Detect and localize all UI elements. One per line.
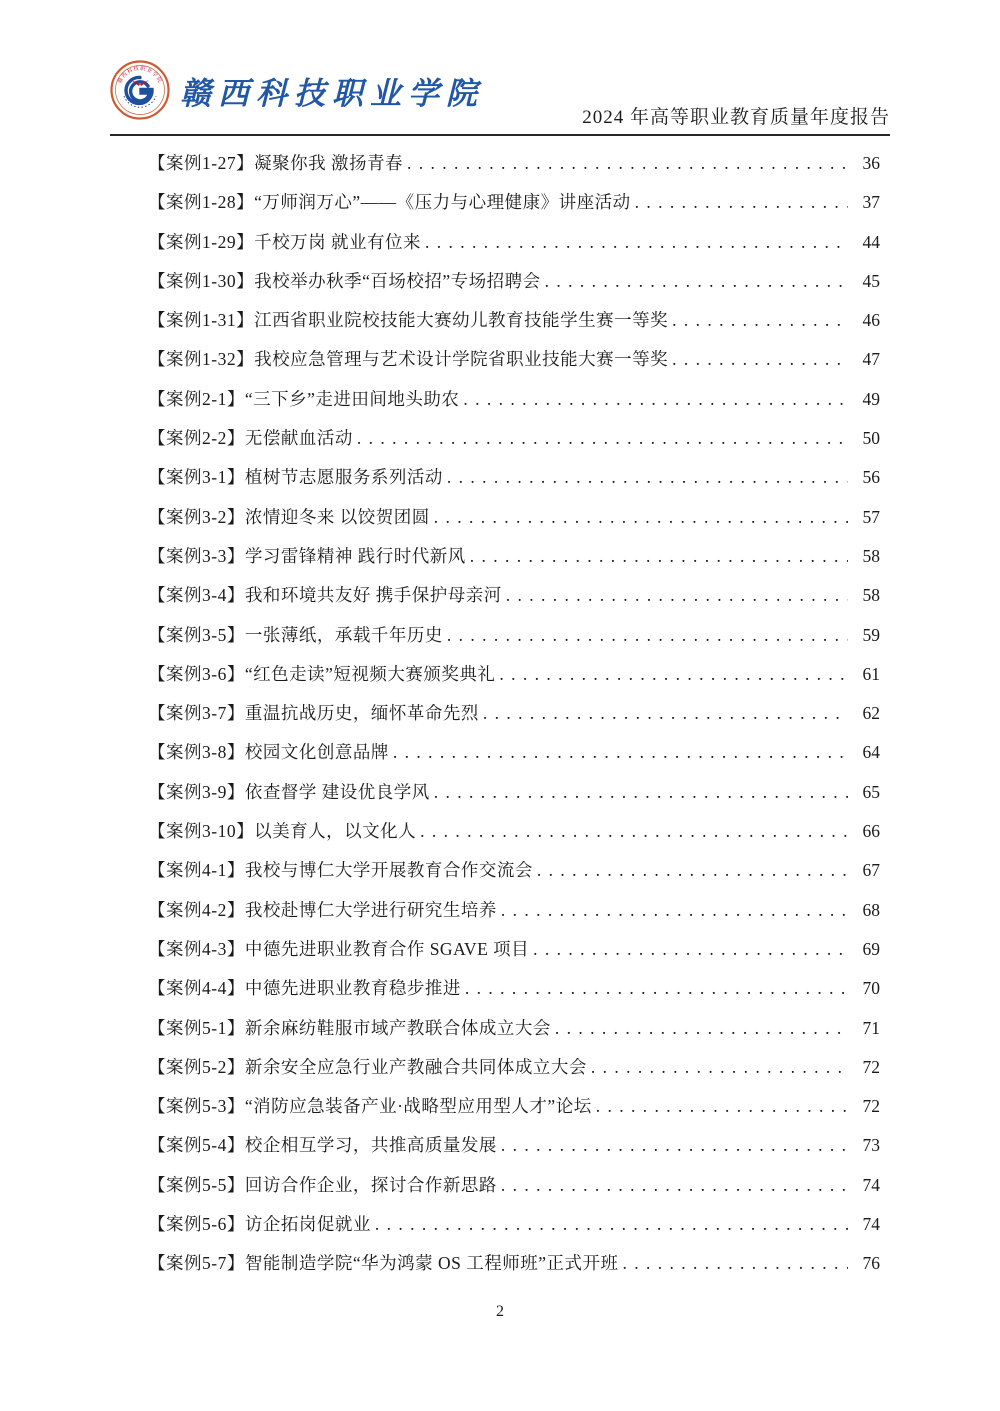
- toc-entry-label: 【案例1-27】凝聚你我 激扬青春: [148, 153, 403, 173]
- toc-entry[interactable]: [148, 1056, 880, 1078]
- dot-leader-icon: [463, 388, 848, 410]
- dot-leader-icon: [555, 1017, 848, 1039]
- toc-entry-label: 【案例3-4】我和环境共友好 携手保护母亲河: [148, 585, 502, 606]
- toc-entry[interactable]: [148, 427, 880, 449]
- toc-entry-page: 65: [862, 781, 880, 802]
- dot-leader-icon: [499, 663, 848, 685]
- toc-entry-label: 【案例5-2】新余安全应急行业产教融合共同体成立大会: [148, 1056, 587, 1077]
- toc-entry-page: 73: [862, 1135, 880, 1156]
- dot-leader-icon: [596, 1095, 848, 1117]
- toc-entry[interactable]: [148, 152, 880, 174]
- toc-entry-label: 【案例3-5】一张薄纸，承载千年历史: [148, 624, 443, 645]
- toc-entry-page: 68: [862, 899, 880, 920]
- toc-entry-page: 56: [862, 467, 880, 488]
- toc-entry-page: 47: [862, 349, 880, 370]
- toc-entry-label: 【案例4-3】中德先进职业教育合作 SGAVE 项目: [148, 938, 530, 959]
- toc-entry-page: 49: [862, 388, 880, 409]
- dot-leader-icon: [635, 191, 848, 213]
- toc-entry-page: 74: [862, 1174, 880, 1195]
- dot-leader-icon: [425, 231, 848, 253]
- dot-leader-icon: [420, 820, 848, 842]
- toc-entry[interactable]: [148, 466, 880, 488]
- toc-entry-page: 46: [862, 310, 880, 331]
- toc-entry[interactable]: [148, 899, 880, 921]
- toc-entry[interactable]: [148, 231, 880, 253]
- dot-leader-icon: [447, 624, 848, 646]
- toc-entry-label: 【案例3-2】浓情迎冬来 以饺贺团圆: [148, 506, 430, 527]
- toc-entry-label: 【案例1-31】江西省职业院校技能大赛幼儿教育技能学生赛一等奖: [148, 310, 669, 331]
- toc-entry-label: 【案例3-7】重温抗战历史，缅怀革命先烈: [148, 703, 479, 724]
- toc-entry[interactable]: [148, 1252, 880, 1274]
- toc-entry-page: 50: [862, 428, 880, 449]
- toc-entry-page: 44: [862, 231, 880, 252]
- toc-entry-page: 72: [862, 1056, 880, 1077]
- toc-entry[interactable]: [148, 348, 880, 370]
- dot-leader-icon: [672, 348, 848, 370]
- dot-leader-icon: [447, 466, 848, 488]
- toc-entry-page: 66: [862, 821, 880, 842]
- toc-entry[interactable]: [148, 938, 880, 960]
- toc-entry[interactable]: [148, 820, 880, 842]
- toc-entry[interactable]: [148, 781, 880, 803]
- dot-leader-icon: [501, 1134, 848, 1156]
- toc-entry[interactable]: [148, 859, 880, 881]
- dot-leader-icon: [501, 1174, 848, 1196]
- dot-leader-icon: [545, 270, 848, 292]
- toc-entry-page: 61: [862, 663, 880, 684]
- toc-entry-label: 【案例1-32】我校应急管理与艺术设计学院省职业技能大赛一等奖: [148, 349, 669, 370]
- school-name: 赣西科技职业学院: [180, 75, 484, 111]
- toc-entry-label: 【案例3-6】“红色走读”短视频大赛颁奖典礼: [148, 663, 496, 684]
- dot-leader-icon: [483, 702, 848, 724]
- toc-entry[interactable]: [148, 545, 880, 567]
- toc-entry-page: 36: [862, 153, 880, 173]
- toc-entry-page: 59: [862, 624, 880, 645]
- toc-entry-label: 【案例1-30】我校举办秋季“百场校招”专场招聘会: [148, 270, 541, 291]
- toc-entry-page: 64: [862, 742, 880, 763]
- report-title: 2024 年高等职业教育质量年度报告: [582, 107, 890, 128]
- toc-entry-page: 62: [862, 703, 880, 724]
- toc-entry-label: 【案例3-9】依查督学 建设优良学风: [148, 781, 430, 802]
- dot-leader-icon: [357, 427, 848, 449]
- toc-entry-label: 【案例1-28】“万师润万心”——《压力与心理健康》讲座活动: [148, 192, 631, 213]
- toc-entry-label: 【案例3-3】学习雷锋精神 践行时代新风: [148, 545, 466, 566]
- toc-list: [148, 152, 880, 1274]
- toc-entry[interactable]: [148, 977, 880, 999]
- toc-entry[interactable]: [148, 1213, 880, 1235]
- toc-entry-page: 72: [862, 1096, 880, 1117]
- toc-entry-page: 45: [862, 270, 880, 291]
- dot-leader-icon: [506, 584, 848, 606]
- dot-leader-icon: [501, 899, 848, 921]
- toc-entry[interactable]: [148, 663, 880, 685]
- toc-entry-label: 【案例5-3】“消防应急装备产业·战略型应用型人才”论坛: [148, 1096, 592, 1117]
- dot-leader-icon: [407, 152, 848, 174]
- toc-entry[interactable]: [148, 388, 880, 410]
- toc-entry[interactable]: [148, 741, 880, 763]
- dot-leader-icon: [393, 741, 848, 763]
- dot-leader-icon: [591, 1056, 848, 1078]
- page-number: 2: [496, 1303, 504, 1320]
- toc-entry[interactable]: [148, 1134, 880, 1156]
- toc-entry[interactable]: [148, 309, 880, 331]
- toc-entry-label: 【案例5-6】访企拓岗促就业: [148, 1214, 371, 1235]
- toc-entry-label: 【案例5-4】校企相互学习，共推高质量发展: [148, 1135, 497, 1156]
- dot-leader-icon: [434, 781, 848, 803]
- dot-leader-icon: [622, 1252, 848, 1274]
- toc-entry-label: 【案例5-7】智能制造学院“华为鸿蒙 OS 工程师班”正式开班: [148, 1253, 619, 1274]
- toc-entry-label: 【案例2-2】无偿献血活动: [148, 428, 353, 449]
- toc-entry-label: 【案例5-1】新余麻纺鞋服市域产教联合体成立大会: [148, 1017, 551, 1038]
- toc-entry-page: 70: [862, 978, 880, 999]
- dot-leader-icon: [470, 545, 848, 567]
- toc-entry[interactable]: [148, 270, 880, 292]
- toc-entry-page: 37: [862, 192, 880, 213]
- toc-entry-label: 【案例3-1】植树节志愿服务系列活动: [148, 467, 443, 488]
- toc-entry-label: 【案例3-8】校园文化创意品牌: [148, 742, 389, 763]
- toc-entry-label: 【案例2-1】“三下乡”走进田间地头助农: [148, 388, 460, 409]
- toc-entry-label: 【案例5-5】回访合作企业，探讨合作新思路: [148, 1174, 497, 1195]
- toc-entry-page: 58: [862, 545, 880, 566]
- toc-entry[interactable]: [148, 702, 880, 724]
- toc-entry-page: 57: [862, 506, 880, 527]
- toc-entry[interactable]: [148, 1017, 880, 1039]
- page-header: [110, 0, 890, 136]
- dot-leader-icon: [537, 859, 848, 881]
- dot-leader-icon: [533, 938, 848, 960]
- toc-entry-page: 76: [862, 1253, 880, 1274]
- toc-entry-page: 69: [862, 938, 880, 959]
- toc-entry-label: 【案例1-29】千校万岗 就业有位来: [148, 231, 421, 252]
- dot-leader-icon: [672, 309, 848, 331]
- toc-entry[interactable]: [148, 624, 880, 646]
- dot-leader-icon: [434, 506, 848, 528]
- toc-entry-label: 【案例4-1】我校与博仁大学开展教育合作交流会: [148, 860, 533, 881]
- dot-leader-icon: [375, 1213, 848, 1235]
- toc-entry-page: 71: [862, 1017, 880, 1038]
- school-logo-icon: [110, 60, 170, 120]
- toc-entry-page: 74: [862, 1214, 880, 1235]
- toc-entry-label: 【案例4-4】中德先进职业教育稳步推进: [148, 978, 461, 999]
- toc-entry[interactable]: [148, 191, 880, 213]
- toc-entry-page: 58: [862, 585, 880, 606]
- toc-entry[interactable]: [148, 506, 880, 528]
- school-brand: [110, 60, 484, 120]
- toc-entry-label: 【案例4-2】我校赴博仁大学进行研究生培养: [148, 899, 497, 920]
- dot-leader-icon: [465, 977, 848, 999]
- toc-entry[interactable]: [148, 584, 880, 606]
- toc-entry[interactable]: [148, 1095, 880, 1117]
- toc-entry[interactable]: [148, 1174, 880, 1196]
- logo-arc-text: 赣西科技职业学院: [117, 65, 163, 85]
- toc-entry-page: 67: [862, 860, 880, 881]
- toc-entry-label: 【案例3-10】以美育人，以文化人: [148, 821, 417, 842]
